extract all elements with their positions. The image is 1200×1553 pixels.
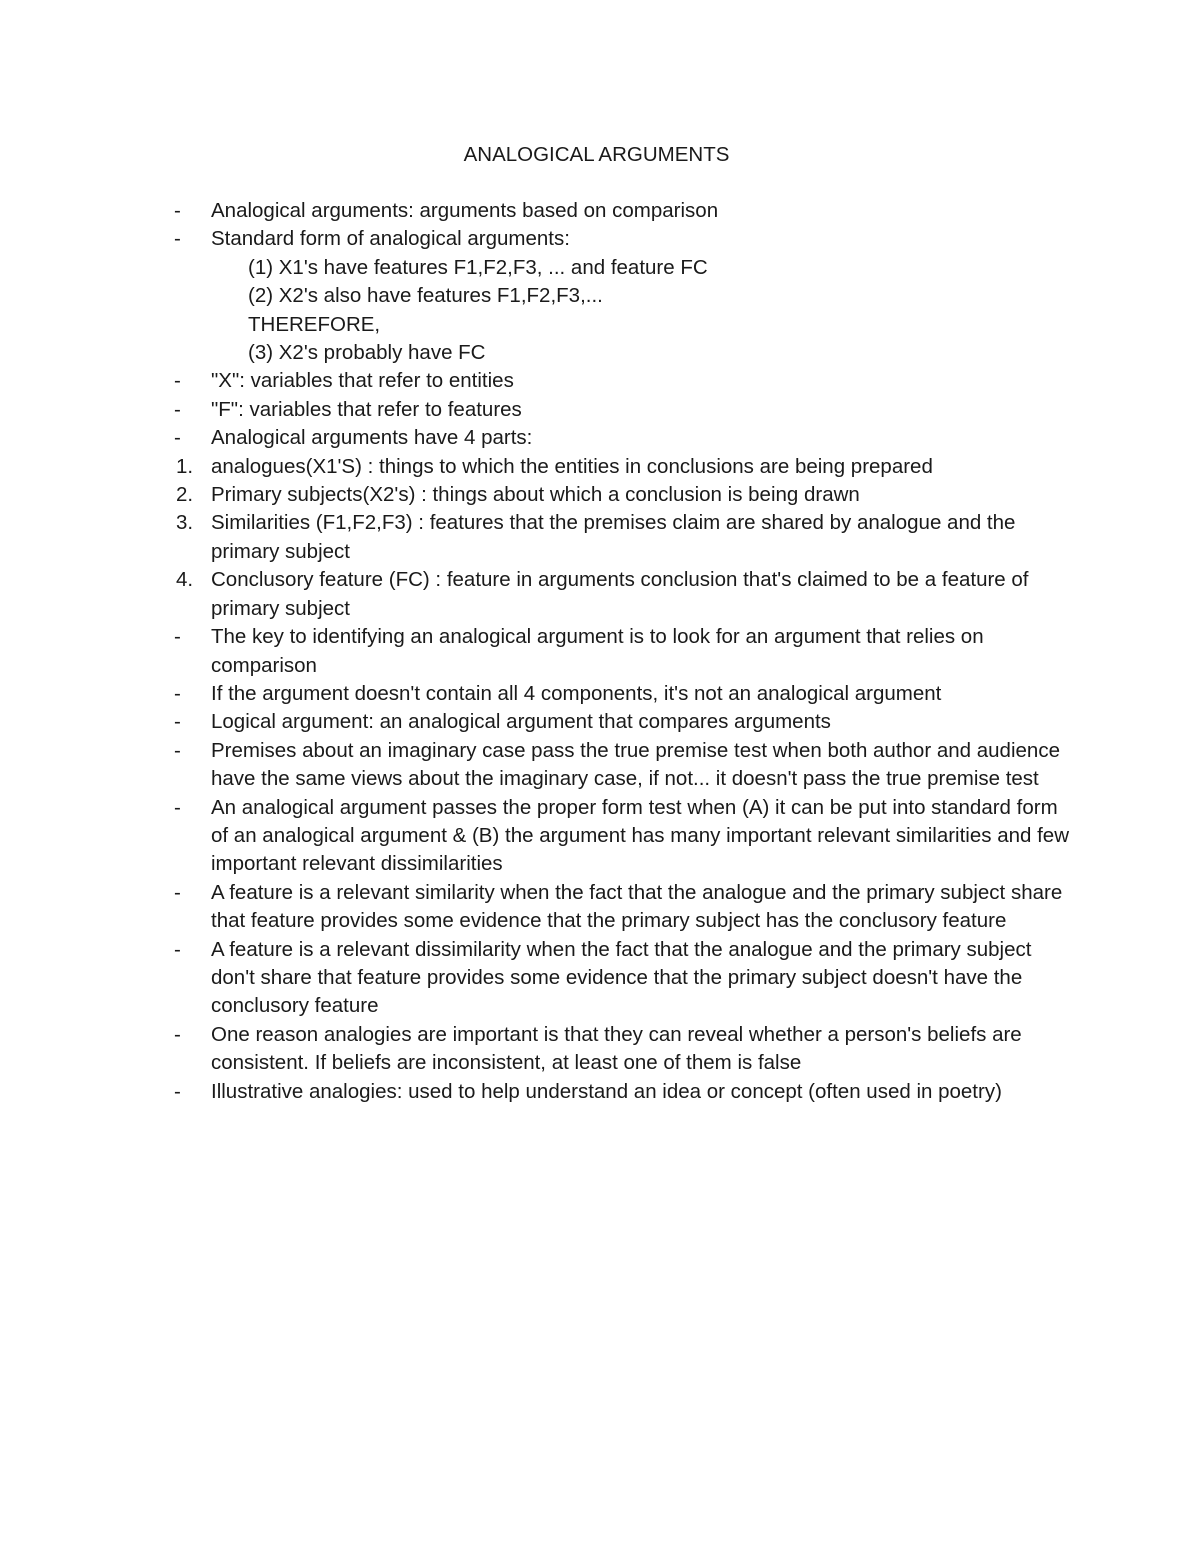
bullet-marker: - [174,738,181,762]
list-item-text: Standard form of analogical arguments: [211,227,570,251]
standard-form-line: (1) X1's have features F1,F2,F3, ... and feature FC [248,255,708,279]
number-marker: 4. [176,568,194,592]
number-marker: 3. [176,511,194,535]
bullet-marker: - [174,937,181,961]
list-item [172,708,1072,736]
standard-form-line: THEREFORE, [248,312,381,336]
list-item-text: Premises about an imaginary case pass the true premise test when both author and audience have the same views about the imaginary case, if not... it doesn't pass the true premise test [211,738,1060,791]
list-item-text: An analogical argument passes the proper form test when (A) it can be put into standard form of an analogical argument & (B) the argument has many important relevant similarities and few important relevant dissimilarities [211,795,1070,876]
list-item-text: "F": variables that refer to features [211,397,522,421]
number-marker: 2. [176,483,194,507]
list-item [172,225,1072,253]
numbered-item [172,509,1072,566]
bullet-marker: - [174,710,181,734]
bullet-marker: - [174,1079,181,1103]
bullet-marker: - [174,1022,181,1046]
list-item-text: Similarities (F1,F2,F3) : features that the premises claim are shared by analogue and the primary subject [211,511,1016,563]
bullet-marker: - [174,199,181,222]
bullet-marker: - [174,397,181,421]
bullet-marker: - [174,227,181,251]
list-item [172,680,1072,708]
list-item [172,794,1072,879]
list-item [172,424,1072,452]
bullet-marker: - [174,625,181,649]
list-item-text: One reason analogies are important is that they can reveal whether a person's beliefs are consistent. If beliefs are inconsistent, at least one of them is false [211,1022,1022,1075]
list-item-text: If the argument doesn't contain all 4 components, it's not an analogical argument [211,681,942,705]
list-item-text: Logical argument: an analogical argument that compares arguments [211,710,831,734]
list-item-text: Conclusory feature (FC) : feature in arguments conclusion that's claimed to be a feature of primary subject [211,568,1029,620]
list-item-text: A feature is a relevant dissimilarity when the fact that the analogue and the primary subject don't share that feature provides some evidence that the primary subject doesn't have the conclusory feature [211,937,1032,1018]
list-item [172,936,1072,1021]
list-item [172,396,1072,424]
list-item-text: Primary subjects(X2's) : things about which a conclusion is being drawn [211,483,860,507]
list-item-text: Analogical arguments have 4 parts: [211,426,533,450]
list-item [172,1078,1072,1106]
numbered-item [172,481,1072,509]
list-item-text: A feature is a relevant similarity when the fact that the analogue and the primary subject share that feature provides some evidence that the primary subject has the conclusory feature [211,880,1063,933]
numbered-item [172,566,1072,623]
bullet-marker: - [174,795,181,819]
standard-form-line: (2) X2's also have features F1,F2,F3,... [248,284,603,308]
standard-form-line: (3) X2's probably have FC [248,341,486,365]
bullet-marker: - [174,369,181,393]
bullet-marker: - [174,681,181,705]
list-item [172,737,1072,794]
list-item-text: Illustrative analogies: used to help understand an idea or concept (often used in poetry) [211,1079,1002,1103]
document-body [172,197,1072,1106]
list-item-text: analogues(X1'S) : things to which the entities in conclusions are being prepared [211,454,933,478]
document-title: ANALOGICAL ARGUMENTS [463,143,730,166]
bullet-marker: - [174,426,181,450]
list-item-text: The key to identifying an analogical argument is to look for an argument that relies on comparison [211,625,984,677]
list-item [172,623,1072,680]
bullet-marker: - [174,880,181,904]
list-item-text: Analogical arguments: arguments based on comparison [211,199,719,222]
list-item [172,367,1072,395]
list-item [172,197,1072,225]
list-item [172,1021,1072,1078]
number-marker: 1. [176,454,194,478]
list-item-text: "X": variables that refer to entities [211,369,514,393]
numbered-item [172,453,1072,481]
list-item [172,879,1072,936]
